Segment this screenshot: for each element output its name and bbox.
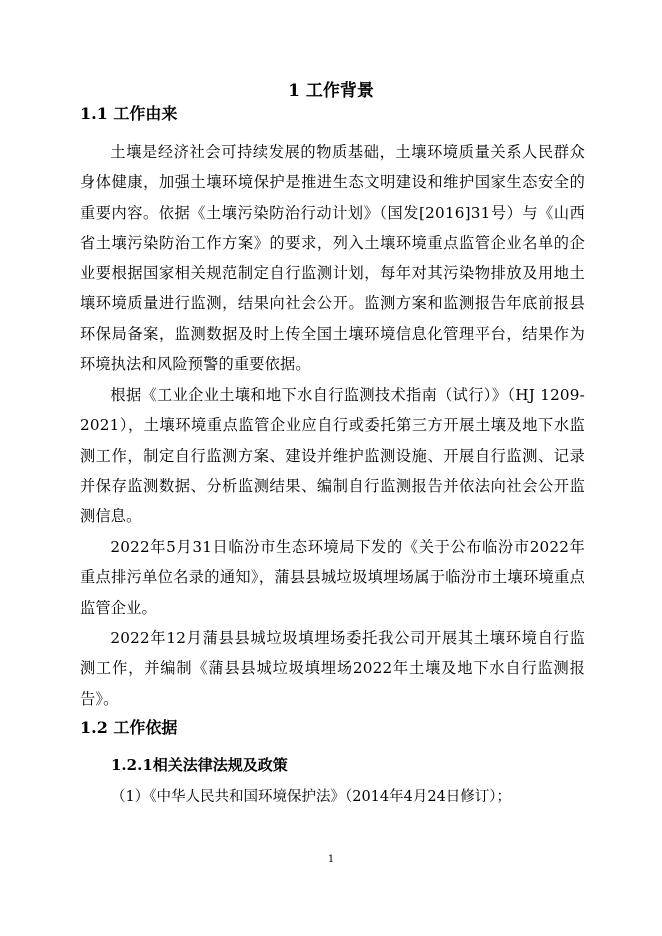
page-number: 1: [327, 854, 335, 865]
section-heading-1-1: 1.1 工作由来: [80, 104, 178, 123]
chapter-title: 1 工作背景: [288, 81, 374, 101]
law-list-item: （1）《中华人民共和国环境保护法》（2014年4月24日修订）；: [111, 789, 512, 805]
section-heading-1-2: 1.2 工作依据: [80, 718, 178, 737]
paragraph-background-1: 土壤是经济社会可持续发展的物质基础，土壤环境质量关系人民群众身体健康，加强土壤环境保护是推进生态文明建设和维护国家生态安全的重要内容。依据《土壤污染防治行动计划》（国发[2016]31号）与《山西省土壤污染防治工作方案》的要求，列入土壤环境重点监管企业名单的企业要根据国家相关规范制定自行监测计划，每年对其污染物排放及用地土壤环境质量进行监测，结果向社会公开。监测方案和监测报告年底前报县环保局备案，监测数据及时上传全国土壤环境信息化管理平台，结果作为环境执法和风险预警的重要依据。: [80, 143, 585, 374]
paragraph-background-2: 根据《工业企业土壤和地下水自行监测技术指南（试行）》（HJ 1209-2021），土壤环境重点监管企业应自行或委托第三方开展土壤及地下水监测工作，制定自行监测方案、建设并维护监测设施、开展自行监测、记录并保存监测数据、分析监测结果、编制自行监测报告并依法向社会公开监测信息。: [80, 386, 585, 526]
paragraph-background-4: 2022年12月蒲县县城垃圾填埋场委托我公司开展其土壤环境自行监测工作，并编制《蒲县县城垃圾填埋场2022年土壤及地下水自行监测报告》。: [80, 629, 585, 708]
paragraph-background-3: 2022年5月31日临汾市生态环境局下发的《关于公布临汾市2022年重点排污单位名录的通知》，蒲县县城垃圾填埋场属于临汾市土壤环境重点监管企业。: [80, 538, 585, 617]
subsection-heading-1-2-1: 1.2.1相关法律法规及政策: [111, 756, 288, 774]
